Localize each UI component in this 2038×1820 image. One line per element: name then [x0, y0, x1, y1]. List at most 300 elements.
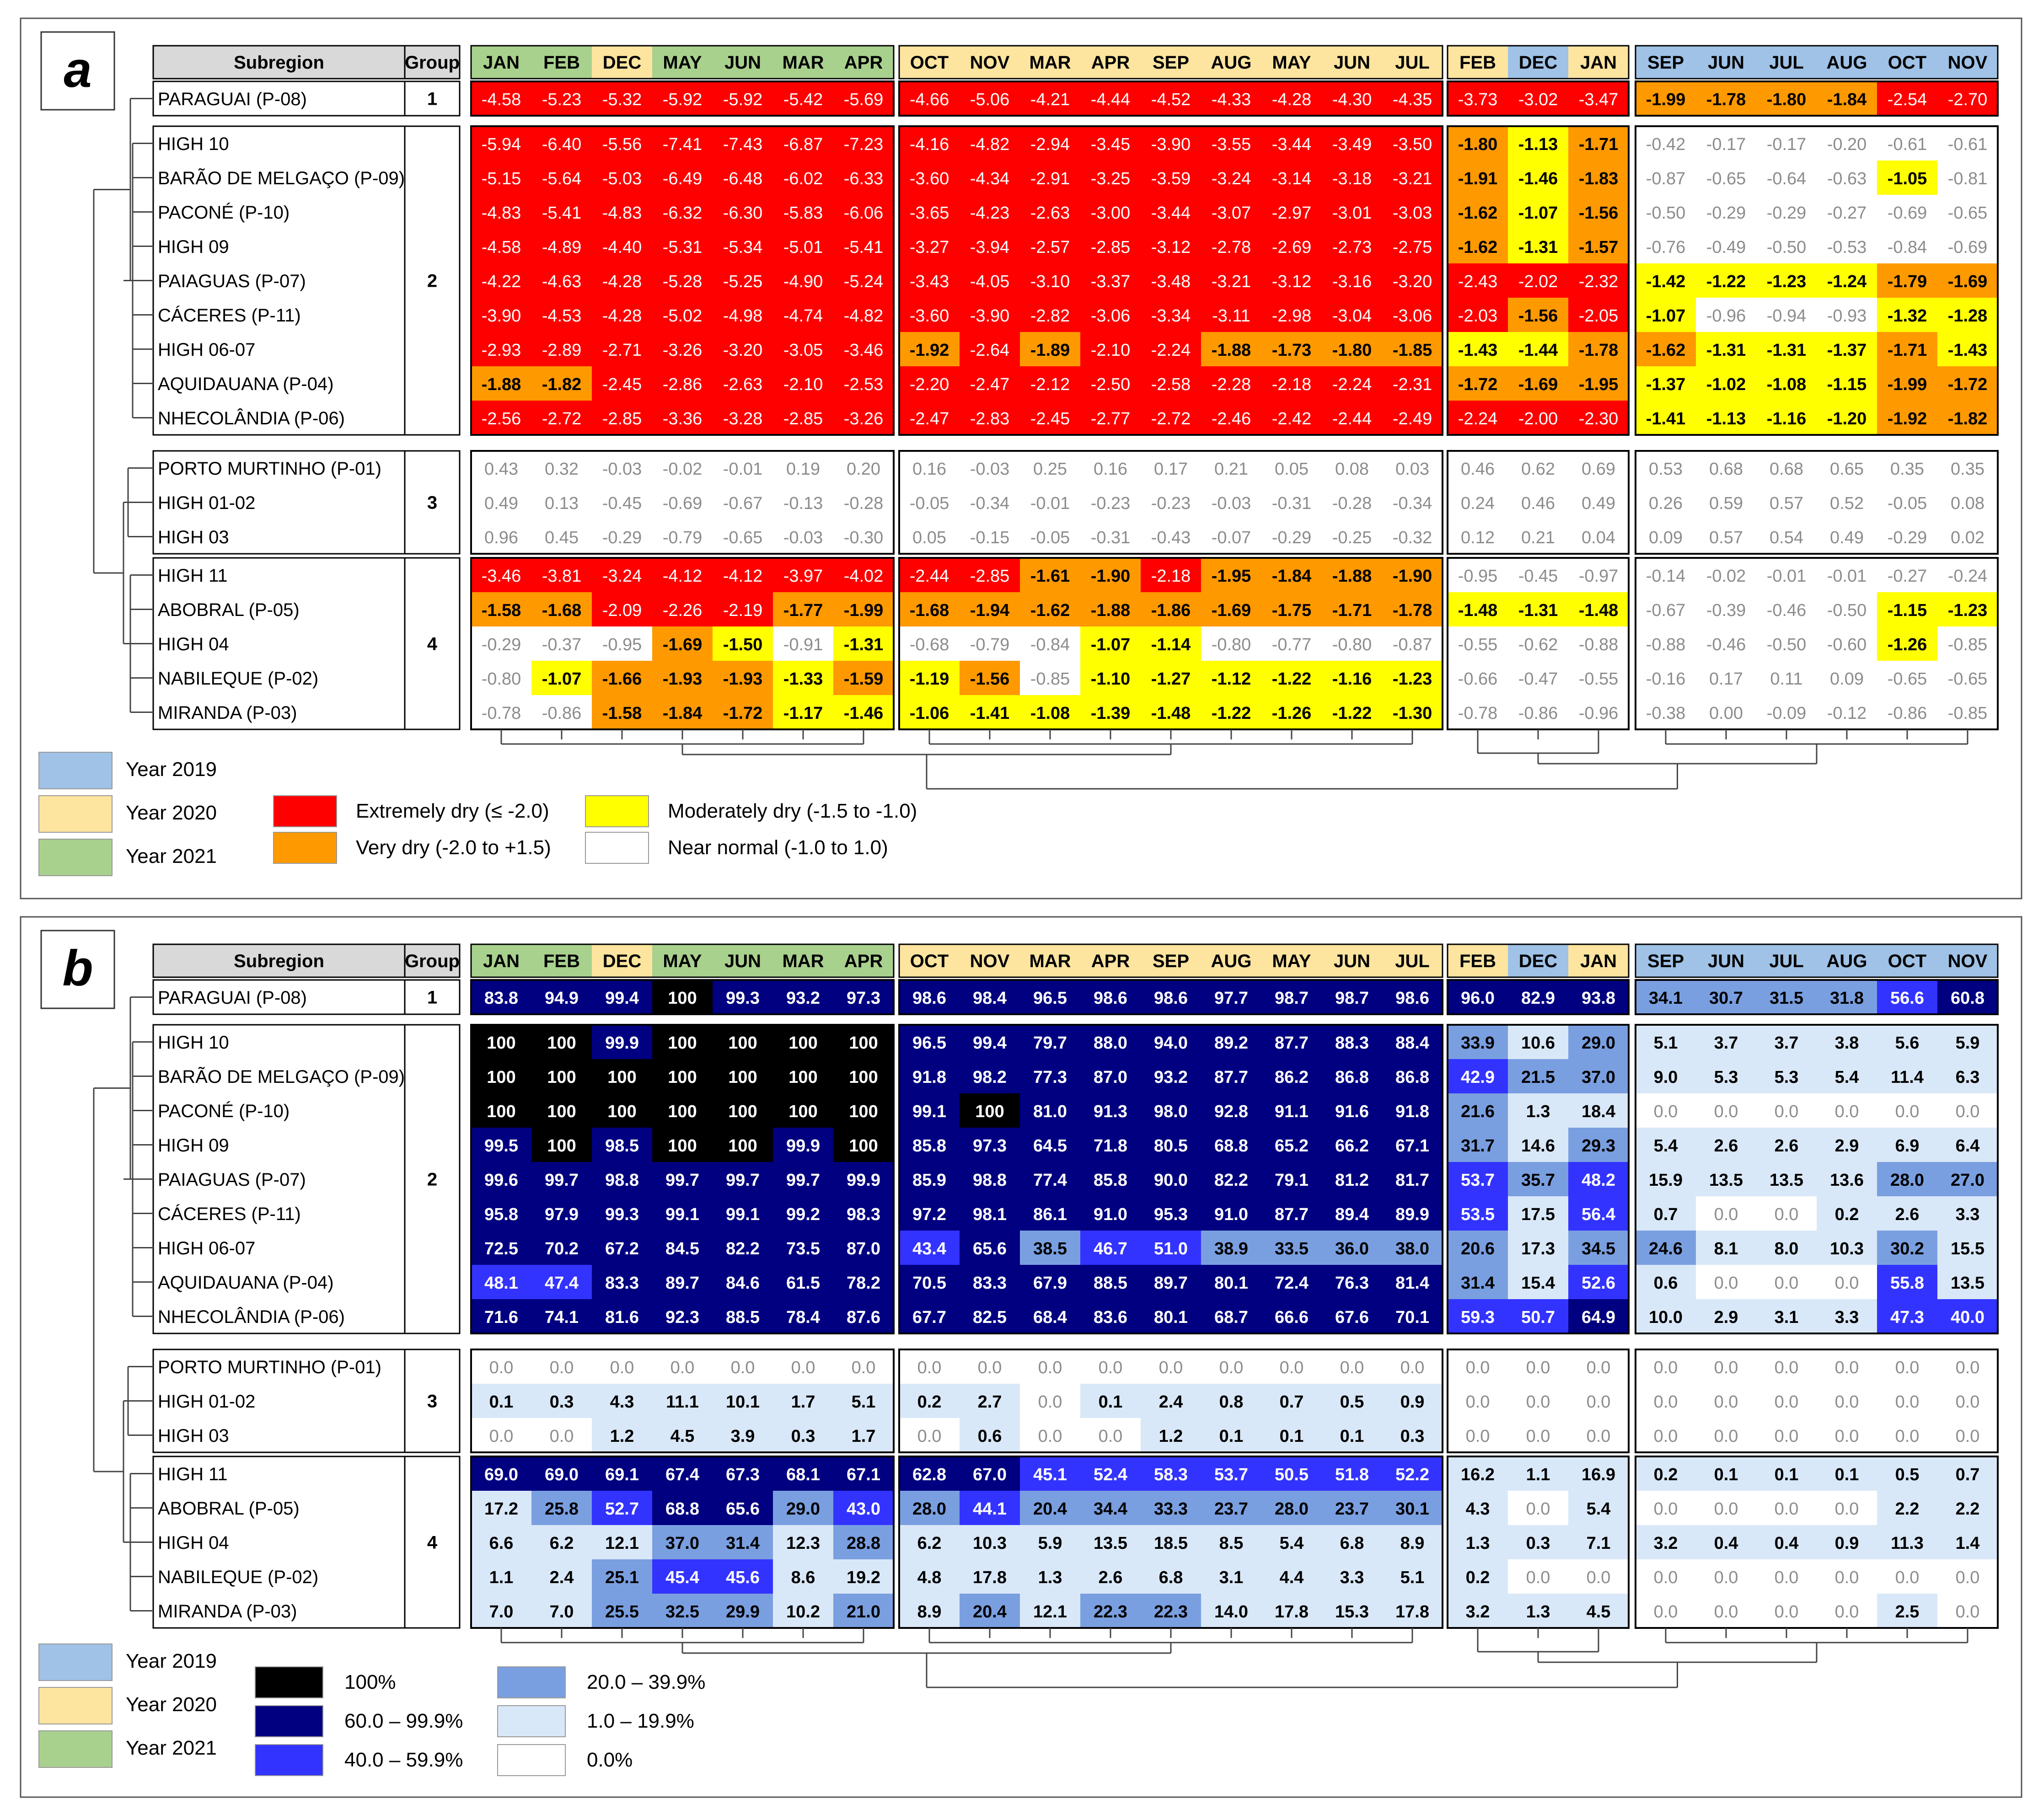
cell-value: 0.0	[1774, 1274, 1799, 1293]
cell-value: 70.2	[545, 1239, 579, 1258]
cell-value: -0.12	[1827, 704, 1867, 723]
cell-value: 87.0	[1094, 1068, 1127, 1087]
cell-value: 0.2	[917, 1392, 942, 1412]
cell-value: 16.2	[1461, 1465, 1495, 1484]
cell-value: -3.44	[1271, 135, 1312, 154]
month-header-label: DEC	[1518, 951, 1558, 971]
legend-year-swatch	[39, 839, 112, 876]
cell-value: 2.4	[1158, 1392, 1183, 1412]
cell-value: -3.20	[723, 341, 763, 360]
cell-value: 0.7	[1653, 1205, 1678, 1224]
cell-value: 0.0	[1955, 1392, 1980, 1412]
cell-value: -0.39	[1706, 601, 1746, 620]
cell-value: 97.2	[912, 1205, 946, 1224]
cell-value: -1.90	[1392, 567, 1432, 586]
cell-value: -2.47	[970, 375, 1010, 394]
cell-value: -0.23	[1090, 494, 1131, 513]
month-header-label: MAR	[1029, 53, 1071, 73]
cell-value: -1.22	[1271, 669, 1312, 689]
cell-value: 82.2	[1214, 1171, 1248, 1190]
cell-value: 4.4	[1279, 1568, 1304, 1587]
cell-value: -1.58	[481, 601, 521, 620]
cell-value: -1.14	[1151, 635, 1191, 654]
cell-value: -2.10	[783, 375, 823, 394]
cell-value: -2.19	[723, 601, 763, 620]
cell-value: 65.6	[973, 1239, 1007, 1258]
cell-value: -0.67	[723, 494, 763, 513]
cell-value: 85.9	[912, 1171, 946, 1190]
cell-value: 1.3	[1038, 1568, 1062, 1587]
cell-value: -2.12	[1030, 375, 1070, 394]
cell-value: -5.15	[481, 169, 521, 188]
cell-value: -1.06	[909, 704, 949, 723]
cell-value: 100	[668, 989, 697, 1008]
cell-value: 53.7	[1214, 1465, 1248, 1484]
cell-value: -0.32	[1392, 528, 1432, 547]
cell-value: 99.7	[786, 1171, 820, 1190]
cell-value: 0.0	[1774, 1568, 1799, 1587]
cell-value: 0.57	[1770, 494, 1803, 513]
cell-value: -0.68	[909, 635, 949, 654]
legend-year-label: Year 2021	[126, 845, 217, 867]
cell-value: 0.0	[1465, 1392, 1490, 1412]
cell-value: -3.28	[723, 409, 763, 428]
cell-value: 0.0	[1774, 1205, 1799, 1224]
cell-value: -0.81	[1947, 169, 1988, 188]
cell-value: 10.2	[786, 1602, 820, 1622]
cell-value: -1.77	[783, 601, 823, 620]
cell-value: -0.37	[542, 635, 582, 654]
cell-value: -1.31	[843, 635, 884, 654]
cell-value: 67.9	[1033, 1274, 1067, 1293]
cell-value: -2.85	[783, 409, 823, 428]
cell-value: -0.65	[1706, 169, 1746, 188]
subregion-name: NABILEQUE (P-02)	[158, 669, 319, 689]
cell-value: 84.6	[726, 1274, 760, 1293]
cell-value: 5.6	[1895, 1033, 1920, 1053]
cell-value: 0.05	[1275, 460, 1309, 479]
cell-value: 87.7	[1275, 1033, 1309, 1053]
legend-class-swatch	[498, 1667, 565, 1698]
cell-value: -1.84	[662, 704, 703, 723]
cell-value: 0.0	[1774, 1602, 1799, 1622]
cell-value: 100	[728, 1068, 757, 1087]
cell-value: 0.0	[1774, 1392, 1799, 1412]
cell-value: -3.26	[662, 341, 703, 360]
cell-value: 6.4	[1955, 1136, 1980, 1156]
cell-value: -0.69	[1887, 203, 1927, 223]
cell-value: 51.8	[1335, 1465, 1369, 1484]
cell-value: 0.35	[1890, 460, 1924, 479]
month-header-label: OCT	[910, 53, 949, 73]
cell-value: -3.49	[1332, 135, 1372, 154]
cell-value: 89.7	[1154, 1274, 1188, 1293]
cell-value: 64.5	[1033, 1136, 1067, 1156]
cell-value: 17.3	[1521, 1239, 1555, 1258]
cell-value: -0.17	[1766, 135, 1807, 154]
cell-value: -6.40	[542, 135, 582, 154]
cell-value: -5.32	[602, 90, 642, 109]
cell-value: -1.56	[1518, 306, 1558, 326]
cell-value: -1.31	[1766, 341, 1807, 360]
cell-value: 0.0	[917, 1358, 942, 1377]
cell-value: -1.12	[1211, 669, 1251, 689]
cell-value: -0.95	[602, 635, 642, 654]
cell-value: 74.1	[545, 1308, 579, 1327]
cell-value: 19.2	[847, 1568, 880, 1587]
legend-class-swatch	[585, 796, 649, 827]
cell-value: 0.0	[1955, 1102, 1980, 1121]
cell-value: -3.14	[1271, 169, 1312, 188]
cell-value: 0.0	[1895, 1392, 1920, 1412]
cell-value: 99.1	[665, 1205, 699, 1224]
cell-value: 3.9	[730, 1427, 755, 1446]
cell-value: -0.27	[1887, 567, 1927, 586]
cell-value: -1.73	[1271, 341, 1312, 360]
cell-value: 0.21	[1214, 460, 1248, 479]
cell-value: -2.24	[1458, 409, 1498, 428]
legend-year-label: Year 2019	[126, 758, 217, 781]
cell-value: 97.7	[1214, 989, 1248, 1008]
cell-value: 4.8	[917, 1568, 942, 1587]
cell-value: -1.27	[1151, 669, 1191, 689]
cell-value: 0.0	[1714, 1274, 1738, 1293]
cell-value: 91.0	[1214, 1205, 1248, 1224]
cell-value: -1.43	[1947, 341, 1988, 360]
cell-value: 0.26	[1649, 494, 1683, 513]
cell-value: 53.7	[1461, 1171, 1495, 1190]
cell-value: -5.31	[662, 238, 703, 257]
subregion-name: HIGH 10	[158, 1033, 229, 1053]
cell-value: 99.9	[786, 1136, 820, 1156]
cell-value: -0.66	[1458, 669, 1498, 689]
subregion-name: HIGH 03	[158, 527, 229, 547]
cell-value: -0.45	[1518, 567, 1558, 586]
cell-value: -2.18	[1151, 567, 1191, 586]
month-header-label: JUN	[1333, 53, 1371, 73]
cell-value: 0.0	[1834, 1358, 1859, 1377]
cell-value: 3.2	[1653, 1534, 1678, 1553]
cell-value: 0.0	[1895, 1568, 1920, 1587]
cell-value: -3.24	[1211, 169, 1251, 188]
cell-value: 0.7	[1279, 1392, 1304, 1412]
cell-value: -1.88	[1332, 567, 1372, 586]
cell-value: -3.90	[481, 306, 521, 326]
cell-value: 0.46	[1461, 460, 1495, 479]
cell-value: -3.59	[1151, 169, 1191, 188]
cell-value: 45.1	[1033, 1465, 1067, 1484]
cell-value: -3.27	[909, 238, 949, 257]
cell-value: -2.49	[1392, 409, 1432, 428]
cell-value: 0.12	[1461, 528, 1495, 547]
cell-value: 34.4	[1094, 1499, 1127, 1519]
cell-value: 80.5	[1154, 1136, 1188, 1156]
cell-value: -0.20	[1827, 135, 1867, 154]
cell-value: -0.15	[970, 528, 1010, 547]
cell-value: -0.79	[970, 635, 1010, 654]
cell-value: 17.5	[1521, 1205, 1555, 1224]
cell-value: -2.42	[1271, 409, 1312, 428]
cell-value: 100	[547, 1033, 576, 1053]
cell-value: 45.4	[665, 1568, 699, 1587]
cell-value: 2.9	[1714, 1308, 1738, 1327]
cell-value: -3.47	[1578, 90, 1619, 109]
month-header-label: MAR	[782, 53, 824, 73]
cell-value: 0.0	[1098, 1358, 1123, 1377]
month-header-label: FEB	[543, 53, 580, 73]
cell-value: -0.49	[1706, 238, 1746, 257]
cell-value: -3.06	[1090, 306, 1131, 326]
cell-value: -0.91	[783, 635, 823, 654]
cell-value: 13.5	[1094, 1534, 1127, 1553]
cell-value: 68.4	[1033, 1308, 1067, 1327]
cell-value: -1.88	[1090, 601, 1131, 620]
cell-value: 0.4	[1774, 1534, 1799, 1553]
cell-value: -1.02	[1706, 375, 1746, 394]
cell-value: -4.53	[542, 306, 582, 326]
cell-value: -0.69	[662, 494, 703, 513]
cell-value: -3.34	[1151, 306, 1191, 326]
cell-value: 100	[668, 1136, 697, 1156]
month-header-label: AUG	[1211, 951, 1252, 971]
cell-value: 98.6	[912, 989, 946, 1008]
cell-value: 0.0	[1895, 1102, 1920, 1121]
cell-value: -1.23	[1392, 669, 1432, 689]
cell-value: -3.45	[1090, 135, 1131, 154]
cell-value: 70.5	[912, 1274, 946, 1293]
cell-value: -4.16	[909, 135, 949, 154]
cell-value: -1.56	[970, 669, 1010, 689]
cell-value: -0.31	[1271, 494, 1312, 513]
subregion-name: HIGH 09	[158, 1135, 229, 1156]
cell-value: -2.32	[1578, 272, 1619, 291]
cell-value: 90.0	[1154, 1171, 1188, 1190]
cell-value: -3.46	[481, 567, 521, 586]
cell-value: 2.4	[549, 1568, 574, 1587]
cell-value: -3.16	[1332, 272, 1372, 291]
cell-value: 3.3	[1834, 1308, 1859, 1327]
cell-value: 0.5	[1340, 1392, 1364, 1412]
cell-value: 81.0	[1033, 1102, 1067, 1121]
cell-value: 24.6	[1649, 1239, 1683, 1258]
cell-value: -2.24	[1332, 375, 1372, 394]
cell-value: -0.80	[481, 669, 521, 689]
cell-value: -1.46	[1518, 169, 1558, 188]
cell-value: -0.65	[1947, 203, 1988, 223]
month-header-label: NOV	[1947, 53, 1988, 73]
cell-value: -3.12	[1151, 238, 1191, 257]
cell-value: -3.21	[1392, 169, 1432, 188]
cell-value: 100	[728, 1102, 757, 1121]
cell-value: -0.69	[1947, 238, 1988, 257]
subregion-name: HIGH 04	[158, 1533, 229, 1553]
cell-value: -0.05	[1030, 528, 1070, 547]
cell-value: -1.72	[1947, 375, 1988, 394]
subregion-name: HIGH 11	[158, 566, 228, 586]
cell-value: -0.29	[602, 528, 642, 547]
cell-value: 98.0	[1154, 1102, 1188, 1121]
cell-value: -2.05	[1578, 306, 1619, 326]
cell-value: -5.23	[542, 90, 582, 109]
legend-class-label: Extremely dry (≤ -2.0)	[356, 800, 549, 822]
cell-value: 0.0	[1714, 1427, 1738, 1446]
cell-value: -4.58	[481, 90, 521, 109]
subregion-name: PARAGUAI (P-08)	[158, 988, 307, 1008]
month-header-label: JUN	[1707, 951, 1745, 971]
cell-value: 6.8	[1340, 1534, 1364, 1553]
cell-value: -0.28	[843, 494, 884, 513]
cell-value: 43.0	[847, 1499, 880, 1519]
subregion-name: PAIAGUAS (P-07)	[158, 271, 306, 291]
cell-value: 82.2	[726, 1239, 760, 1258]
cell-value: 30.2	[1890, 1239, 1924, 1258]
cell-value: -1.58	[602, 704, 642, 723]
cell-value: -1.10	[1090, 669, 1131, 689]
cell-value: 13.5	[1770, 1171, 1803, 1190]
subregion-name: HIGH 10	[158, 134, 229, 154]
cell-value: -2.91	[1030, 169, 1070, 188]
cell-value: -6.49	[662, 169, 703, 188]
cell-value: -2.47	[909, 409, 949, 428]
cell-value: -1.50	[723, 635, 763, 654]
cell-value: -1.15	[1887, 601, 1927, 620]
cell-value: -1.19	[909, 669, 949, 689]
cell-value: -1.61	[1030, 567, 1070, 586]
cell-value: 100	[607, 1102, 637, 1121]
cell-value: 47.4	[545, 1274, 579, 1293]
group-number: 1	[427, 987, 438, 1008]
cell-value: 0.0	[549, 1427, 574, 1446]
month-header-label: MAY	[1272, 53, 1311, 73]
cell-value: -0.34	[1392, 494, 1432, 513]
cell-value: -0.16	[1646, 669, 1686, 689]
cell-value: -0.84	[1030, 635, 1070, 654]
cell-value: 0.0	[1526, 1358, 1550, 1377]
cell-value: -0.14	[1646, 567, 1686, 586]
cell-value: -0.05	[909, 494, 949, 513]
column-dendrogram	[501, 1628, 1968, 1687]
cell-value: 27.0	[1951, 1171, 1984, 1190]
cell-value: -4.22	[481, 272, 521, 291]
cell-value: 0.11	[1770, 669, 1803, 689]
cell-value: 15.4	[1521, 1274, 1555, 1293]
cell-value: 94.0	[1154, 1033, 1188, 1053]
cell-value: -3.04	[1332, 306, 1372, 326]
cell-value: -6.30	[723, 203, 763, 223]
cell-value: 89.9	[1395, 1205, 1429, 1224]
month-header-label: OCT	[1888, 951, 1927, 971]
cell-value: 0.1	[1714, 1465, 1738, 1484]
cell-value: -5.64	[542, 169, 582, 188]
cell-value: 0.1	[1219, 1427, 1244, 1446]
cell-value: 0.0	[1340, 1358, 1364, 1377]
cell-value: 100	[487, 1068, 516, 1087]
cell-value: 69.0	[484, 1465, 518, 1484]
cell-value: 22.3	[1154, 1602, 1188, 1622]
cell-value: -6.06	[843, 203, 884, 223]
cell-value: 0.02	[1951, 528, 1984, 547]
cell-value: -4.52	[1151, 90, 1191, 109]
cell-value: 0.0	[1714, 1568, 1738, 1587]
cell-value: 0.13	[545, 494, 579, 513]
cell-value: 91.0	[1094, 1205, 1127, 1224]
cell-value: -5.03	[602, 169, 642, 188]
cell-value: -0.65	[1947, 669, 1988, 689]
cell-value: 83.8	[484, 989, 518, 1008]
cell-value: 79.1	[1275, 1171, 1309, 1190]
cell-value: 14.0	[1214, 1602, 1248, 1622]
cell-value: 4.5	[670, 1427, 695, 1446]
cell-value: 5.1	[1653, 1033, 1678, 1053]
cell-value: 20.4	[973, 1602, 1007, 1622]
cell-value: -0.64	[1766, 169, 1807, 188]
cell-value: -3.60	[909, 169, 949, 188]
cell-value: 35.7	[1521, 1171, 1555, 1190]
subregion-name: ABOBRAL (P-05)	[158, 600, 300, 620]
legend-class-swatch	[255, 1706, 323, 1737]
cell-value: 1.3	[1465, 1534, 1490, 1553]
cell-value: 12.3	[786, 1534, 820, 1553]
cell-value: 83.6	[1094, 1308, 1127, 1327]
cell-value: 96.5	[912, 1033, 946, 1053]
cell-value: -5.56	[602, 135, 642, 154]
cell-value: 0.54	[1770, 528, 1803, 547]
cell-value: 86.8	[1395, 1068, 1429, 1087]
cell-value: 86.1	[1033, 1205, 1067, 1224]
cell-value: 99.3	[605, 1205, 639, 1224]
cell-value: -4.40	[602, 238, 642, 257]
cell-value: 81.6	[605, 1308, 639, 1327]
cell-value: -0.47	[1518, 669, 1558, 689]
cell-value: 0.8	[1219, 1392, 1244, 1412]
cell-value: 20.6	[1461, 1239, 1495, 1258]
cell-value: -3.03	[1392, 203, 1432, 223]
cell-value: 100	[668, 1102, 697, 1121]
cell-value: -4.33	[1211, 90, 1251, 109]
cell-value: -2.75	[1392, 238, 1432, 257]
cell-value: -3.21	[1211, 272, 1251, 291]
cell-value: -5.94	[481, 135, 521, 154]
cell-value: 0.0	[1834, 1499, 1859, 1519]
month-header-label: SEP	[1152, 951, 1190, 971]
cell-value: -0.96	[1706, 306, 1746, 326]
cell-value: 0.96	[484, 528, 518, 547]
cell-value: 98.6	[1094, 989, 1127, 1008]
cell-value: 100	[849, 1068, 878, 1087]
cell-value: -1.42	[1646, 272, 1686, 291]
cell-value: -1.44	[1518, 341, 1558, 360]
cell-value: 0.0	[1714, 1602, 1738, 1622]
cell-value: -2.83	[970, 409, 1010, 428]
subregion-name: HIGH 04	[158, 634, 229, 654]
cell-value: -1.15	[1827, 375, 1867, 394]
cell-value: 10.6	[1521, 1033, 1555, 1053]
cell-value: 72.5	[484, 1239, 518, 1258]
cell-value: 87.7	[1275, 1205, 1309, 1224]
cell-value: 100	[487, 1102, 516, 1121]
cell-value: 65.2	[1275, 1136, 1309, 1156]
cell-value: -2.71	[602, 341, 642, 360]
cell-value: -3.02	[1518, 90, 1558, 109]
cell-value: 15.3	[1335, 1602, 1369, 1622]
cell-value: 0.0	[1774, 1358, 1799, 1377]
legend-class-label: 1.0 – 19.9%	[587, 1710, 694, 1732]
cell-value: -1.33	[783, 669, 823, 689]
cell-value: 0.03	[1395, 460, 1429, 479]
cell-value: -0.93	[1827, 306, 1867, 326]
cell-value: -1.05	[1887, 169, 1927, 188]
cell-value: 0.53	[1649, 460, 1683, 479]
